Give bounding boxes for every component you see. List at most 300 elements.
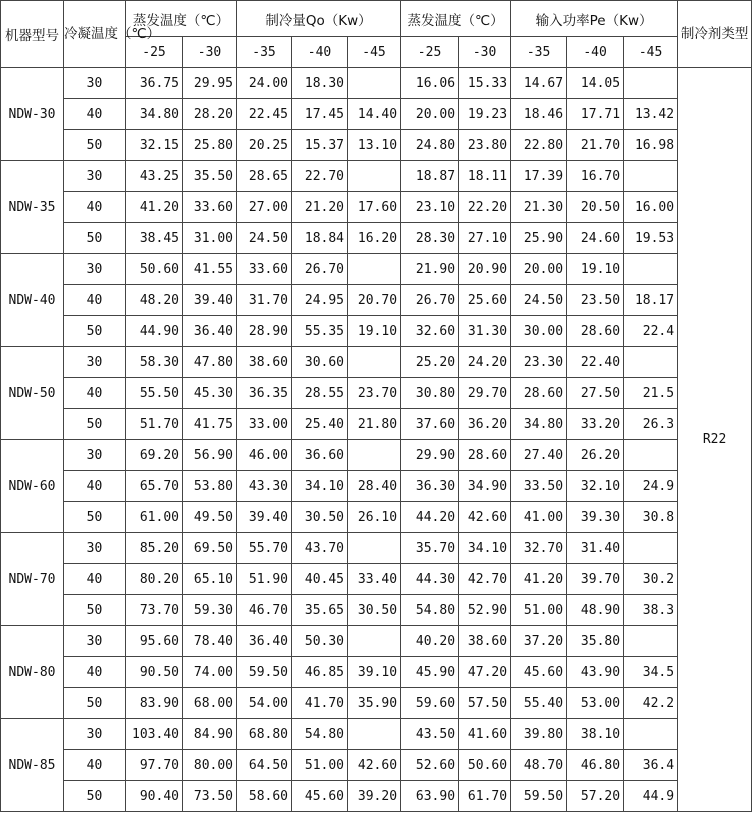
power-cell: 15.33 [459, 68, 511, 99]
power-cell: 57.20 [567, 781, 624, 812]
table-row [1, 626, 752, 657]
power-cell: 45.60 [511, 657, 567, 688]
condensing-temp-cell: 30 [64, 254, 126, 285]
power-cell [624, 626, 678, 657]
subheader-temp: -45 [624, 37, 678, 68]
power-cell [624, 440, 678, 471]
capacity-cell: 13.10 [348, 130, 401, 161]
capacity-cell: 58.60 [237, 781, 292, 812]
power-cell: 26.20 [567, 440, 624, 471]
capacity-cell: 35.65 [292, 595, 348, 626]
capacity-cell: 47.80 [183, 347, 237, 378]
model-name-cell: NDW-30 [1, 68, 64, 161]
table-row [1, 688, 752, 719]
capacity-cell: 73.50 [183, 781, 237, 812]
capacity-cell: 103.40 [126, 719, 183, 750]
header-evaporating-temp-a: 蒸发温度（℃） [126, 1, 237, 37]
power-cell: 16.70 [567, 161, 624, 192]
power-cell: 59.50 [511, 781, 567, 812]
capacity-cell: 34.10 [292, 471, 348, 502]
power-cell: 40.20 [401, 626, 459, 657]
capacity-cell: 95.60 [126, 626, 183, 657]
power-cell: 34.10 [459, 533, 511, 564]
capacity-cell: 68.80 [237, 719, 292, 750]
power-cell: 18.46 [511, 99, 567, 130]
power-cell: 44.30 [401, 564, 459, 595]
capacity-cell: 28.90 [237, 316, 292, 347]
capacity-cell: 36.40 [237, 626, 292, 657]
header-row-main [1, 1, 752, 37]
power-cell: 21.30 [511, 192, 567, 223]
power-cell: 24.50 [511, 285, 567, 316]
power-cell: 39.80 [511, 719, 567, 750]
capacity-cell: 18.30 [292, 68, 348, 99]
power-cell: 16.06 [401, 68, 459, 99]
power-cell [624, 719, 678, 750]
model-name-cell: NDW-50 [1, 347, 64, 440]
condensing-temp-cell: 50 [64, 688, 126, 719]
power-cell: 19.23 [459, 99, 511, 130]
table-row [1, 471, 752, 502]
power-cell: 23.50 [567, 285, 624, 316]
power-cell: 51.00 [511, 595, 567, 626]
power-cell: 20.00 [511, 254, 567, 285]
subheader-temp: -35 [511, 37, 567, 68]
power-cell: 18.87 [401, 161, 459, 192]
capacity-cell: 49.50 [183, 502, 237, 533]
power-cell: 36.4 [624, 750, 678, 781]
capacity-cell: 83.90 [126, 688, 183, 719]
power-cell: 17.39 [511, 161, 567, 192]
power-cell: 27.40 [511, 440, 567, 471]
capacity-cell: 61.00 [126, 502, 183, 533]
capacity-cell: 27.00 [237, 192, 292, 223]
capacity-cell: 54.00 [237, 688, 292, 719]
capacity-cell: 59.30 [183, 595, 237, 626]
subheader-temp: -30 [183, 37, 237, 68]
power-cell: 24.80 [401, 130, 459, 161]
table-row [1, 409, 752, 440]
table-row [1, 316, 752, 347]
capacity-cell: 55.50 [126, 378, 183, 409]
condensing-temp-cell: 50 [64, 409, 126, 440]
table-row [1, 595, 752, 626]
subheader-temp: -30 [459, 37, 511, 68]
capacity-cell: 51.90 [237, 564, 292, 595]
power-cell: 59.60 [401, 688, 459, 719]
table-row [1, 378, 752, 409]
capacity-cell: 46.00 [237, 440, 292, 471]
power-cell: 32.70 [511, 533, 567, 564]
capacity-cell: 65.10 [183, 564, 237, 595]
capacity-cell: 69.20 [126, 440, 183, 471]
power-cell: 19.10 [567, 254, 624, 285]
model-name-cell: NDW-35 [1, 161, 64, 254]
capacity-cell: 33.40 [348, 564, 401, 595]
power-cell: 32.10 [567, 471, 624, 502]
power-cell: 13.42 [624, 99, 678, 130]
condensing-temp-cell: 50 [64, 223, 126, 254]
power-cell: 31.30 [459, 316, 511, 347]
power-cell: 22.40 [567, 347, 624, 378]
condensing-temp-cell: 30 [64, 533, 126, 564]
power-cell: 41.00 [511, 502, 567, 533]
capacity-cell: 39.20 [348, 781, 401, 812]
capacity-cell: 64.50 [237, 750, 292, 781]
capacity-cell: 17.45 [292, 99, 348, 130]
power-cell: 25.20 [401, 347, 459, 378]
power-cell: 42.2 [624, 688, 678, 719]
capacity-cell: 38.60 [237, 347, 292, 378]
capacity-cell: 85.20 [126, 533, 183, 564]
capacity-cell: 15.37 [292, 130, 348, 161]
condensing-temp-cell: 40 [64, 657, 126, 688]
power-cell: 52.60 [401, 750, 459, 781]
table-row [1, 750, 752, 781]
power-cell: 23.10 [401, 192, 459, 223]
power-cell: 48.90 [567, 595, 624, 626]
capacity-cell: 80.20 [126, 564, 183, 595]
condensing-temp-cell: 30 [64, 719, 126, 750]
power-cell: 28.60 [511, 378, 567, 409]
power-cell: 21.5 [624, 378, 678, 409]
power-cell: 20.50 [567, 192, 624, 223]
capacity-cell: 68.00 [183, 688, 237, 719]
capacity-cell: 65.70 [126, 471, 183, 502]
power-cell: 30.2 [624, 564, 678, 595]
capacity-cell: 23.70 [348, 378, 401, 409]
model-name-cell: NDW-85 [1, 719, 64, 812]
table-row [1, 657, 752, 688]
condensing-temp-cell: 30 [64, 347, 126, 378]
power-cell: 46.80 [567, 750, 624, 781]
capacity-cell: 46.85 [292, 657, 348, 688]
table-row [1, 254, 752, 285]
capacity-cell: 36.60 [292, 440, 348, 471]
condensing-temp-cell: 40 [64, 750, 126, 781]
capacity-cell: 46.70 [237, 595, 292, 626]
capacity-cell: 26.10 [348, 502, 401, 533]
condensing-temp-cell: 50 [64, 130, 126, 161]
capacity-cell: 90.50 [126, 657, 183, 688]
capacity-cell: 44.90 [126, 316, 183, 347]
capacity-cell: 28.40 [348, 471, 401, 502]
capacity-cell: 18.84 [292, 223, 348, 254]
power-cell: 20.00 [401, 99, 459, 130]
power-cell: 17.71 [567, 99, 624, 130]
power-cell: 43.50 [401, 719, 459, 750]
capacity-cell: 34.80 [126, 99, 183, 130]
subheader-temp: -40 [292, 37, 348, 68]
condensing-temp-cell: 30 [64, 440, 126, 471]
power-cell: 27.50 [567, 378, 624, 409]
capacity-cell: 50.60 [126, 254, 183, 285]
capacity-cell: 16.20 [348, 223, 401, 254]
condensing-temp-cell: 50 [64, 502, 126, 533]
power-cell: 14.67 [511, 68, 567, 99]
capacity-cell: 55.70 [237, 533, 292, 564]
power-cell: 45.90 [401, 657, 459, 688]
power-cell: 24.9 [624, 471, 678, 502]
table-row [1, 719, 752, 750]
capacity-cell [348, 626, 401, 657]
capacity-cell: 33.00 [237, 409, 292, 440]
capacity-cell: 84.90 [183, 719, 237, 750]
condensing-temp-cell: 40 [64, 285, 126, 316]
subheader-temp: -35 [237, 37, 292, 68]
power-cell: 30.80 [401, 378, 459, 409]
capacity-cell: 54.80 [292, 719, 348, 750]
model-name-cell: NDW-80 [1, 626, 64, 719]
table-row [1, 192, 752, 223]
capacity-cell: 29.95 [183, 68, 237, 99]
power-cell: 34.5 [624, 657, 678, 688]
power-cell: 25.90 [511, 223, 567, 254]
capacity-cell: 43.70 [292, 533, 348, 564]
power-cell [624, 68, 678, 99]
power-cell [624, 161, 678, 192]
power-cell [624, 347, 678, 378]
power-cell: 23.80 [459, 130, 511, 161]
capacity-cell: 43.30 [237, 471, 292, 502]
power-cell: 35.80 [567, 626, 624, 657]
capacity-cell: 17.60 [348, 192, 401, 223]
power-cell: 30.00 [511, 316, 567, 347]
capacity-cell: 30.60 [292, 347, 348, 378]
condensing-temp-cell: 40 [64, 564, 126, 595]
capacity-cell: 41.70 [292, 688, 348, 719]
power-cell: 21.70 [567, 130, 624, 161]
model-name-cell: NDW-40 [1, 254, 64, 347]
power-cell [624, 533, 678, 564]
capacity-cell: 73.70 [126, 595, 183, 626]
power-cell: 34.80 [511, 409, 567, 440]
table-row [1, 781, 752, 812]
power-cell: 26.70 [401, 285, 459, 316]
capacity-cell: 30.50 [292, 502, 348, 533]
capacity-cell: 24.00 [237, 68, 292, 99]
power-cell: 28.60 [459, 440, 511, 471]
power-cell: 38.60 [459, 626, 511, 657]
capacity-cell: 25.40 [292, 409, 348, 440]
refrigerant-value-cell: R22 [678, 68, 752, 812]
subheader-temp: -25 [401, 37, 459, 68]
header-refrigerant-type: 制冷剂类型 [678, 1, 752, 68]
power-cell: 34.90 [459, 471, 511, 502]
power-cell: 38.10 [567, 719, 624, 750]
capacity-cell: 50.30 [292, 626, 348, 657]
power-cell: 39.70 [567, 564, 624, 595]
subheader-temp: -40 [567, 37, 624, 68]
capacity-cell: 39.10 [348, 657, 401, 688]
capacity-cell: 51.70 [126, 409, 183, 440]
power-cell: 22.4 [624, 316, 678, 347]
capacity-cell [348, 347, 401, 378]
condensing-temp-cell: 30 [64, 626, 126, 657]
power-cell: 22.80 [511, 130, 567, 161]
power-cell: 24.20 [459, 347, 511, 378]
capacity-cell: 51.00 [292, 750, 348, 781]
capacity-cell: 74.00 [183, 657, 237, 688]
model-name-cell: NDW-60 [1, 440, 64, 533]
capacity-cell: 28.55 [292, 378, 348, 409]
capacity-cell [348, 254, 401, 285]
capacity-cell: 35.50 [183, 161, 237, 192]
power-cell: 24.60 [567, 223, 624, 254]
capacity-cell: 55.35 [292, 316, 348, 347]
capacity-cell: 22.70 [292, 161, 348, 192]
capacity-cell: 59.50 [237, 657, 292, 688]
table-row [1, 68, 752, 99]
capacity-cell: 14.40 [348, 99, 401, 130]
capacity-cell: 36.75 [126, 68, 183, 99]
power-cell: 36.20 [459, 409, 511, 440]
model-name-cell: NDW-70 [1, 533, 64, 626]
capacity-cell: 24.95 [292, 285, 348, 316]
table-row [1, 161, 752, 192]
power-cell: 32.60 [401, 316, 459, 347]
power-cell: 38.3 [624, 595, 678, 626]
capacity-cell: 22.45 [237, 99, 292, 130]
power-cell: 33.20 [567, 409, 624, 440]
capacity-cell: 20.25 [237, 130, 292, 161]
power-cell: 23.30 [511, 347, 567, 378]
power-cell: 41.20 [511, 564, 567, 595]
power-cell: 25.60 [459, 285, 511, 316]
capacity-cell: 28.65 [237, 161, 292, 192]
header-evaporating-temp-b: 蒸发温度（℃） [401, 1, 511, 37]
capacity-cell [348, 719, 401, 750]
power-cell: 26.3 [624, 409, 678, 440]
capacity-cell: 31.70 [237, 285, 292, 316]
condensing-temp-cell: 50 [64, 316, 126, 347]
power-cell: 19.53 [624, 223, 678, 254]
header-condensing-temp: 冷凝温度（℃） [64, 1, 126, 68]
power-cell: 42.70 [459, 564, 511, 595]
capacity-cell: 36.35 [237, 378, 292, 409]
power-cell: 50.60 [459, 750, 511, 781]
power-cell: 16.98 [624, 130, 678, 161]
power-cell: 22.20 [459, 192, 511, 223]
capacity-cell: 69.50 [183, 533, 237, 564]
capacity-cell: 20.70 [348, 285, 401, 316]
condensing-temp-cell: 50 [64, 595, 126, 626]
power-cell: 53.00 [567, 688, 624, 719]
power-cell: 44.9 [624, 781, 678, 812]
subheader-temp: -25 [126, 37, 183, 68]
capacity-cell: 31.00 [183, 223, 237, 254]
capacity-cell [348, 161, 401, 192]
table-row [1, 502, 752, 533]
capacity-cell: 58.30 [126, 347, 183, 378]
capacity-cell: 78.40 [183, 626, 237, 657]
power-cell: 20.90 [459, 254, 511, 285]
power-cell: 18.17 [624, 285, 678, 316]
power-cell: 41.60 [459, 719, 511, 750]
table-row [1, 533, 752, 564]
power-cell: 52.90 [459, 595, 511, 626]
capacity-cell: 35.90 [348, 688, 401, 719]
capacity-cell [348, 440, 401, 471]
capacity-cell: 45.30 [183, 378, 237, 409]
table-row [1, 130, 752, 161]
capacity-cell: 40.45 [292, 564, 348, 595]
power-cell: 55.40 [511, 688, 567, 719]
table-row [1, 440, 752, 471]
capacity-cell [348, 533, 401, 564]
power-cell: 63.90 [401, 781, 459, 812]
capacity-cell: 42.60 [348, 750, 401, 781]
power-cell: 16.00 [624, 192, 678, 223]
subheader-temp: -45 [348, 37, 401, 68]
capacity-cell: 38.45 [126, 223, 183, 254]
table-row [1, 223, 752, 254]
capacity-cell: 48.20 [126, 285, 183, 316]
power-cell: 35.70 [401, 533, 459, 564]
condensing-temp-cell: 40 [64, 378, 126, 409]
capacity-cell: 28.20 [183, 99, 237, 130]
capacity-cell: 56.90 [183, 440, 237, 471]
power-cell: 33.50 [511, 471, 567, 502]
capacity-cell: 39.40 [183, 285, 237, 316]
capacity-cell: 32.15 [126, 130, 183, 161]
capacity-cell: 19.10 [348, 316, 401, 347]
header-cooling-capacity: 制冷量Qo（Kw） [237, 1, 401, 37]
capacity-cell: 24.50 [237, 223, 292, 254]
capacity-cell: 39.40 [237, 502, 292, 533]
capacity-cell: 41.20 [126, 192, 183, 223]
capacity-cell: 26.70 [292, 254, 348, 285]
condensing-temp-cell: 40 [64, 99, 126, 130]
power-cell: 31.40 [567, 533, 624, 564]
table-row [1, 347, 752, 378]
power-cell: 21.90 [401, 254, 459, 285]
power-cell: 37.20 [511, 626, 567, 657]
power-cell: 30.8 [624, 502, 678, 533]
capacity-cell: 36.40 [183, 316, 237, 347]
capacity-cell: 45.60 [292, 781, 348, 812]
power-cell: 42.60 [459, 502, 511, 533]
power-cell: 28.30 [401, 223, 459, 254]
header-model: 机器型号 [1, 1, 64, 68]
condensing-temp-cell: 50 [64, 781, 126, 812]
power-cell: 28.60 [567, 316, 624, 347]
power-cell: 27.10 [459, 223, 511, 254]
power-cell: 47.20 [459, 657, 511, 688]
capacity-cell: 97.70 [126, 750, 183, 781]
power-cell: 39.30 [567, 502, 624, 533]
capacity-cell: 33.60 [237, 254, 292, 285]
condensing-temp-cell: 30 [64, 161, 126, 192]
capacity-cell: 90.40 [126, 781, 183, 812]
capacity-cell: 21.20 [292, 192, 348, 223]
capacity-cell: 30.50 [348, 595, 401, 626]
capacity-cell: 41.75 [183, 409, 237, 440]
condensing-temp-cell: 40 [64, 192, 126, 223]
power-cell: 29.70 [459, 378, 511, 409]
power-cell: 36.30 [401, 471, 459, 502]
power-cell: 54.80 [401, 595, 459, 626]
capacity-cell: 25.80 [183, 130, 237, 161]
power-cell: 43.90 [567, 657, 624, 688]
condensing-temp-cell: 40 [64, 471, 126, 502]
capacity-cell: 53.80 [183, 471, 237, 502]
capacity-cell: 33.60 [183, 192, 237, 223]
power-cell: 57.50 [459, 688, 511, 719]
header-input-power: 输入功率Pe（Kw） [511, 1, 678, 37]
condensing-temp-cell: 30 [64, 68, 126, 99]
capacity-cell [348, 68, 401, 99]
